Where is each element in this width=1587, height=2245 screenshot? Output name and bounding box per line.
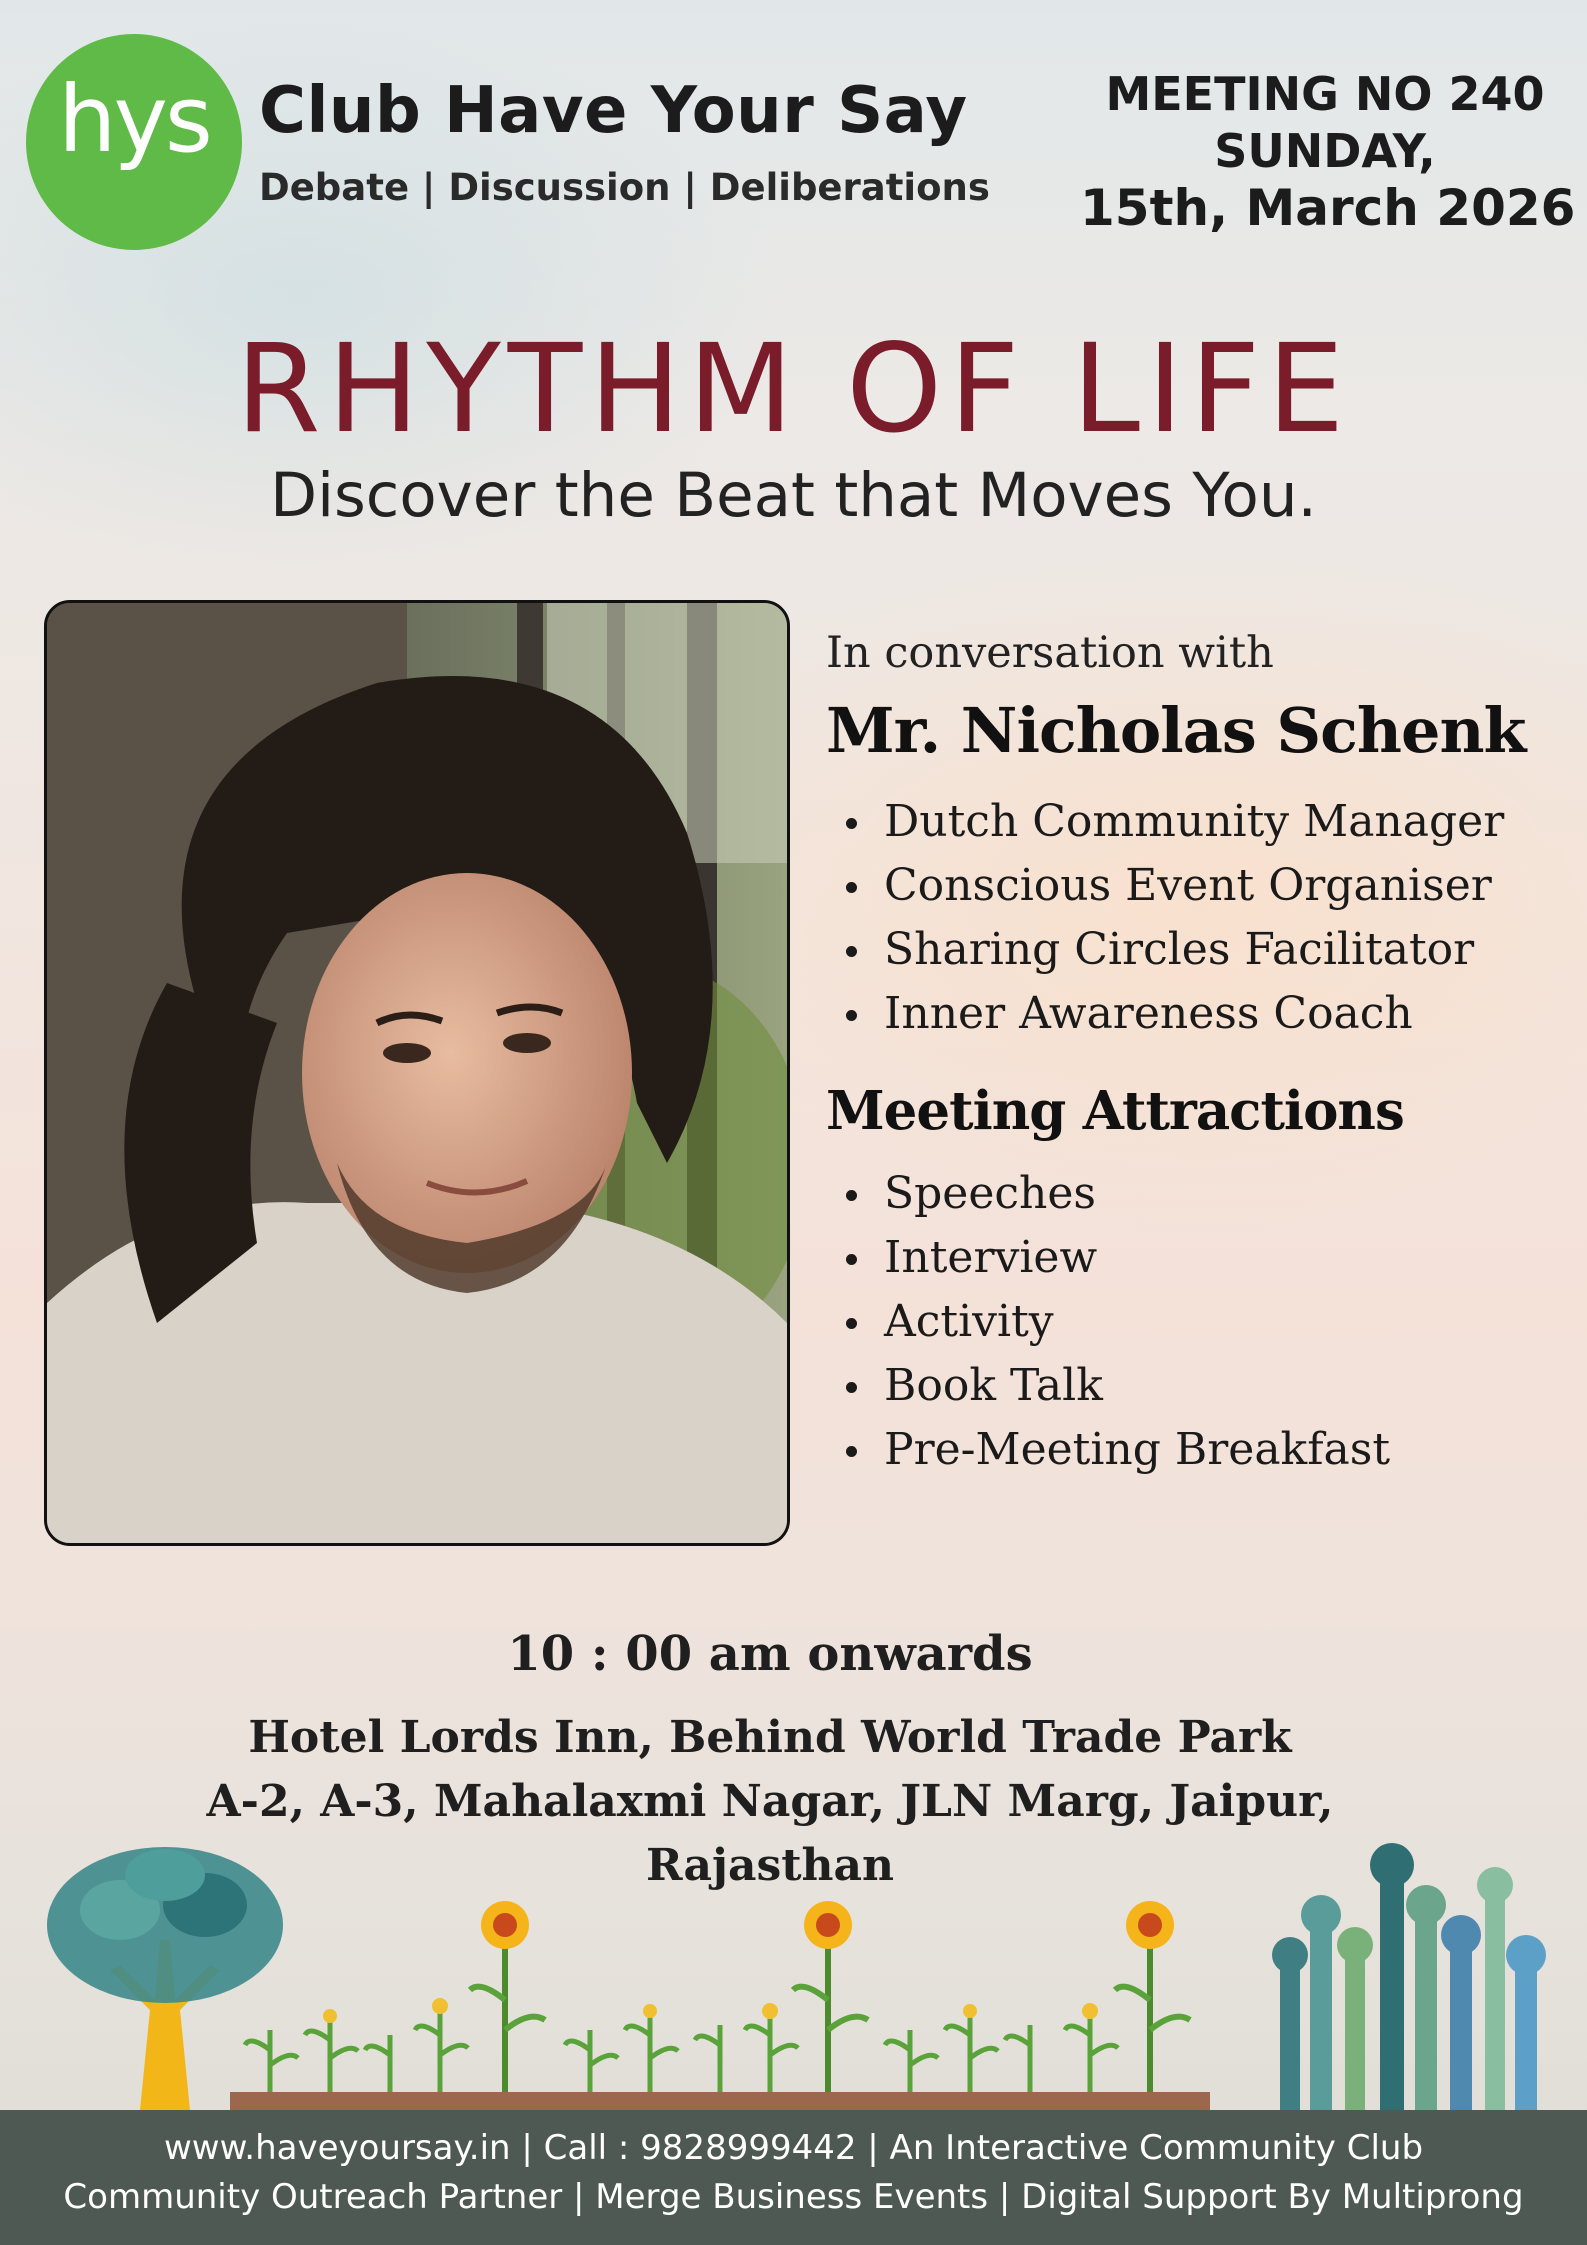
list-item: Interview <box>826 1226 1390 1290</box>
event-time: 10 : 00 am onwards <box>507 1626 1033 1682</box>
speaker-photo <box>44 600 790 1546</box>
venue-line: Rajasthan <box>645 1840 895 1891</box>
list-item: Conscious Event Organiser <box>826 854 1504 918</box>
speaker-name: Mr. Nicholas Schenk <box>826 694 1526 767</box>
list-item: Speeches <box>826 1162 1390 1226</box>
event-subtitle: Discover the Beat that Moves You. <box>270 460 1317 531</box>
raised-hands-icon <box>1272 1843 1546 2110</box>
footer-bar <box>0 2110 1587 2245</box>
speaker-intro: In conversation with <box>826 628 1274 678</box>
event-title: RHYTHM OF LIFE <box>235 318 1352 460</box>
list-item: Dutch Community Manager <box>826 790 1504 854</box>
attractions-heading: Meeting Attractions <box>826 1080 1404 1142</box>
meeting-date: 15th, March 2026 <box>1080 179 1576 237</box>
venue-line: Hotel Lords Inn, Behind World Trade Park <box>248 1712 1292 1763</box>
list-item: Book Talk <box>826 1354 1390 1418</box>
club-name: Club Have Your Say <box>259 74 968 148</box>
sunflower-icon <box>793 1901 868 2092</box>
meeting-info <box>1080 66 1576 237</box>
venue-line: A-2, A-3, Mahalaxmi Nagar, JLN Marg, Jaipur, <box>206 1776 1334 1827</box>
list-item: Sharing Circles Facilitator <box>826 918 1504 982</box>
tree-icon <box>47 1847 283 2110</box>
meeting-day: SUNDAY, <box>1214 124 1436 178</box>
sunflower-icon <box>1115 1901 1190 2092</box>
decorative-illustration <box>0 1830 1587 2115</box>
sunflower-icon <box>470 1901 545 2092</box>
list-item: Inner Awareness Coach <box>826 982 1504 1046</box>
club-tagline: Debate | Discussion | Deliberations <box>259 166 990 209</box>
meeting-number: MEETING NO 240 <box>1105 67 1545 121</box>
logo-text: hys <box>58 66 210 173</box>
speaker-roles <box>826 790 1504 1046</box>
footer-partners: Community Outreach Partner | Merge Business Events | Digital Support By Multiprong <box>63 2177 1524 2217</box>
attractions-list <box>826 1162 1390 1482</box>
seedling-icon <box>245 2010 1118 2092</box>
hys-logo <box>26 34 242 250</box>
list-item: Pre-Meeting Breakfast <box>826 1418 1390 1482</box>
footer-contact: www.haveyoursay.in | Call : 9828999442 | An Interactive Community Club <box>163 2128 1424 2168</box>
list-item: Activity <box>826 1290 1390 1354</box>
